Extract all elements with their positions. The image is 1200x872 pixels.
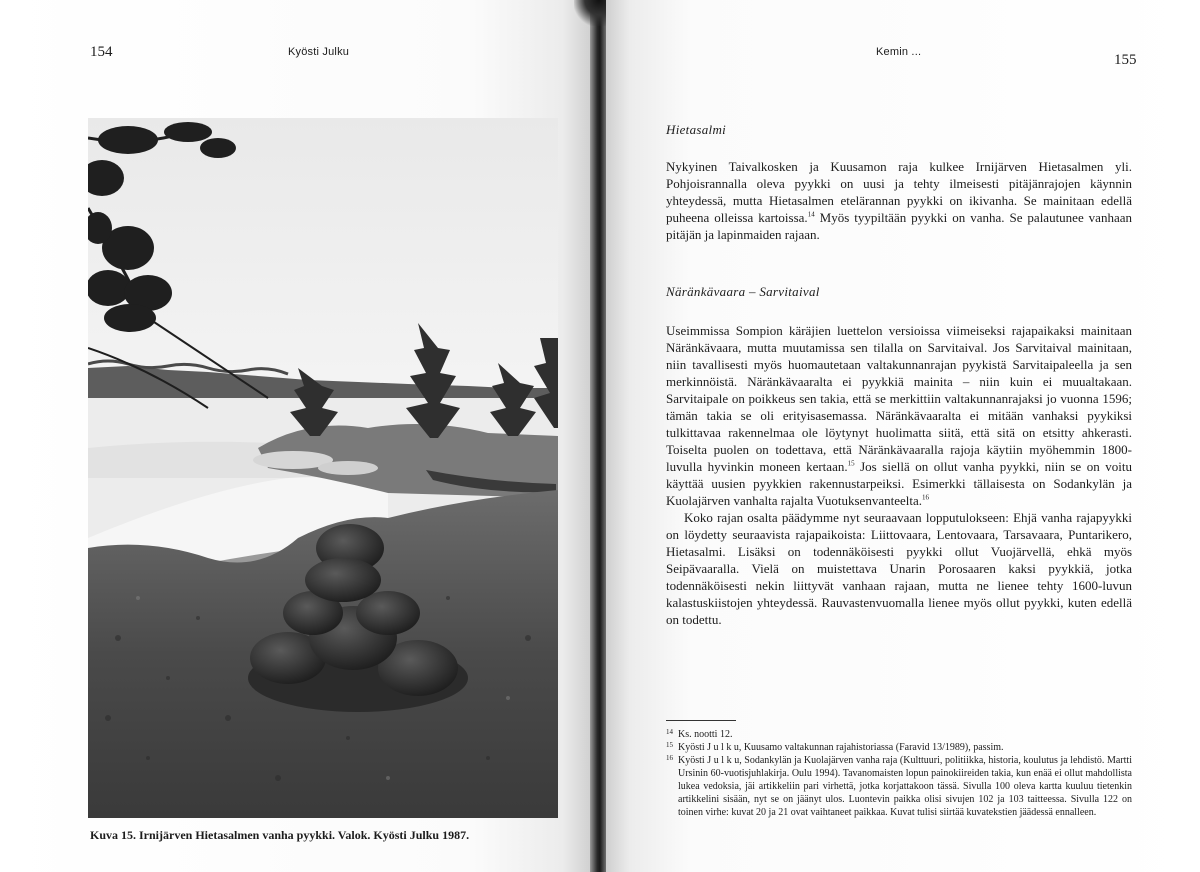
footnotes (666, 728, 1132, 819)
paragraph (666, 322, 1132, 509)
paragraph (666, 158, 1132, 243)
section-body-hietasalmi (666, 158, 1132, 243)
footnote-item (666, 741, 1132, 754)
right-page (606, 0, 1200, 872)
section-body-narankavaara (666, 322, 1132, 628)
paragraph: Koko rajan osalta päädymme nyt seuraavaan lopputulokseen: Ehjä vanha rajapyykki on löydetty seuraavista rajapaikoista: Liittovaara, Lentovaara, Tarsavaara, Puntarikero, Hietasalmi. Lisäksi on todennäköisesti pyykki ollut Vuojärvellä, ehkä myös Seipävaaralla. Vielä on muistettava Unarin Porosaaren kaksi pyykkiä, jotka todennäköisesti nekin liittyvät vanhaan rajaan, mutta ne lienee tehty 1600-luvun kalastuskiistojen yhteydessä. Rauvastenvuomalla lienee myös ollut pyykki, kuten edellä on todettu. (666, 510, 1132, 627)
paragraph-text: Jos siellä on ollut vanha pyykki, niin se on voitu käyttää uusien pyykkien rakennustarpeiksi. Esimerkki tällaisesta on Sodankylän ja Kuolajärven vanhalta rajalta Vuotuksenvanteelta. (666, 459, 1132, 508)
page-number-right: 155 (1114, 52, 1137, 68)
footnote-item (666, 754, 1132, 819)
sky (88, 118, 558, 398)
lake-photo-svg (88, 118, 558, 818)
footnote-number: 16 (666, 754, 673, 762)
footnote-number: 15 (666, 741, 673, 749)
footnote-text: Kyösti J u l k u, Sodankylän ja Kuolajärven vanha raja (Kulttuuri, politiikka, historia, koulutus ja lehdistö. Martti Ursinin 60-vuotisjuhlakirja. Oulu 1994). Tavanomaisten lopun painokiireiden takia, kun enää ei ollut mahdollista lukea vedoksia, jäi artikkeliin pari virhettä, jotka korjattakoon tässä. Sivulla 100 oleva kartta kuuluu tietenkin artikkelini sisään, nyt se on jäänyt ulos. Luontevin paikka olisi sivujen 102 ja 103 taitteessa. Sivulla 122 on toinen virhe: kuvat 20 ja 21 ovat vaihtaneet paikkaa. Kuvat tulisi siirtää kuvatekstien jäädessä ennalleen. (678, 755, 1132, 818)
footnote-ref[interactable]: 14 (807, 210, 815, 219)
footnote-divider (666, 720, 736, 721)
left-page (0, 0, 592, 872)
footnote-item (666, 728, 1132, 741)
running-head-left: Kyösti Julku (288, 46, 350, 58)
paragraph-text: Myös tyypiltään pyykki on vanha. Se palautunee vanhaan pitäjän ja lapinmaiden rajaan. (666, 210, 1132, 242)
paragraph-text: Useimmissa Sompion käräjien luettelon versioissa viimeiseksi rajapaikaksi mainitaan Näränkävaara, mutta muutamissa sen tilalla on Sarvitaival. Jos Sarvitaival mainitaan, niin tavallisesti myös huomautetaan valtakunnanrajan pyykistä Sarvitaipaleella ja sen merkinnöistä. Näränkävaaralta ei pyykkiä mainita – niin kuin ei muualtakaan. Sarvitaipale on poikkeus sen takia, että se merkittiin valtakunnanrajaksi jo vuonna 1596; tämän takia se oli erityisasemassa. Näränkävaaralta ei mitään vanhaksi pyykiksi tulkittavaa rakennelmaa ole löytynyt huolimatta siitä, että sitä on etsitty ahkerasti. Toiselta puolen on todettava, että Näränkävaaralla rajoja käytiin myöhemmin 1800-luvulla hyvinkin moneen kertaan. (666, 323, 1132, 474)
page-number-left: 154 (90, 44, 113, 60)
section-heading-hietasalmi: Hietasalmi (666, 122, 727, 137)
photo-caption: Kuva 15. Irnijärven Hietasalmen vanha pyykki. Valok. Kyösti Julku 1987. (90, 828, 470, 842)
section-heading-narankavaara: Näränkävaara – Sarvitaival (666, 284, 820, 299)
paragraph-text: Nykyinen Taivalkosken ja Kuusamon raja kulkee Irnijärven Hietasalmen yli. Pohjoisrannalla oleva pyykki on uusi ja tehty ilmeisesti pitäjänrajojen käynnin yhteydessä, mutta Hietasalmen etelärannan pyykki on ikivanha. Se mainitaan edellä puheena olleissa kartoissa. (666, 159, 1132, 225)
footnote-ref[interactable]: 15 (847, 459, 855, 468)
photograph (88, 118, 558, 818)
running-head-right: Kemin ... (876, 46, 922, 58)
footnote-text: Kyösti J u l k u, Kuusamo valtakunnan rajahistoriassa (Faravid 13/1989), passim. (678, 742, 1004, 753)
footnote-number: 14 (666, 728, 673, 736)
footnote-ref[interactable]: 16 (922, 493, 929, 502)
footnote-text: Ks. nootti 12. (678, 729, 733, 740)
